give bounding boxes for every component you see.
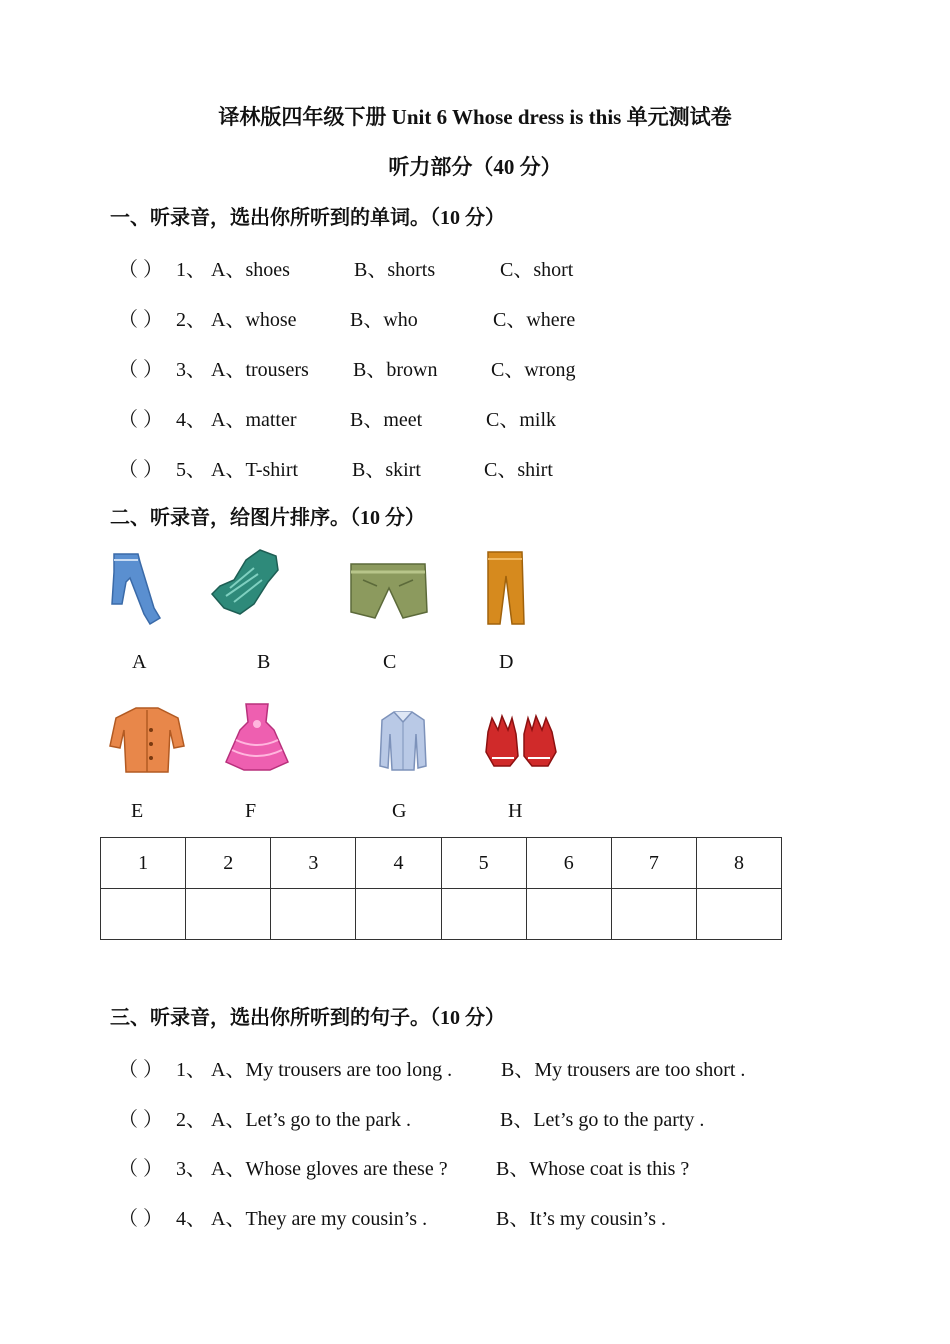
table-header-cell: 8 — [696, 838, 781, 889]
shirt-icon — [378, 710, 428, 772]
answer-cell[interactable] — [101, 889, 186, 940]
option-a: A、matter — [211, 409, 297, 431]
option-a: A、Whose gloves are these ? — [211, 1158, 448, 1180]
dress-icon — [220, 700, 294, 774]
table-header-cell: 2 — [186, 838, 271, 889]
option-b: B、skirt — [352, 459, 421, 481]
page-title: 译林版四年级下册 Unit 6 Whose dress is this 单元测试卷 — [218, 105, 732, 129]
answer-blank[interactable]: （ ） — [118, 1208, 163, 1230]
coat-icon — [108, 706, 186, 774]
sweater-icon — [210, 548, 282, 616]
answer-blank[interactable]: （ ） — [118, 259, 163, 281]
option-b: B、meet — [350, 409, 423, 431]
shorts-icon — [347, 560, 429, 624]
answer-cell[interactable] — [611, 889, 696, 940]
option-b: B、shorts — [354, 259, 436, 281]
option-b: B、who — [350, 309, 418, 331]
option-a: A、My trousers are too long . — [211, 1059, 453, 1081]
picture-label: G — [392, 800, 407, 822]
answer-cell[interactable] — [356, 889, 441, 940]
option-a: A、T-shirt — [211, 459, 299, 481]
answer-cell[interactable] — [696, 889, 781, 940]
option-c: C、shirt — [484, 459, 553, 481]
option-c: C、where — [493, 309, 576, 331]
answer-blank[interactable]: （ ） — [118, 359, 163, 381]
picture-label: A — [132, 651, 147, 673]
jeans-icon — [108, 552, 164, 626]
answer-cell[interactable] — [526, 889, 611, 940]
answer-blank[interactable]: （ ） — [118, 1109, 163, 1131]
table-header-cell: 4 — [356, 838, 441, 889]
answer-blank[interactable]: （ ） — [118, 1059, 163, 1081]
answer-blank[interactable]: （ ） — [118, 1158, 163, 1180]
answer-cell[interactable] — [271, 889, 356, 940]
option-a: A、Let’s go to the park . — [211, 1109, 411, 1131]
option-c: C、milk — [486, 409, 557, 431]
option-a: A、whose — [211, 309, 297, 331]
item-number: 2、 — [176, 1109, 206, 1131]
table-row — [101, 889, 782, 940]
item-number: 1、 — [176, 259, 206, 281]
option-b: B、Let’s go to the party . — [500, 1109, 705, 1131]
option-a: A、shoes — [211, 259, 290, 281]
table-row — [101, 838, 782, 889]
option-b: B、Whose coat is this ? — [496, 1158, 690, 1180]
option-b: B、My trousers are too short . — [501, 1059, 746, 1081]
answer-blank[interactable]: （ ） — [118, 409, 163, 431]
item-number: 2、 — [176, 309, 206, 331]
table-header-cell: 6 — [526, 838, 611, 889]
item-number: 3、 — [176, 1158, 206, 1180]
item-number: 4、 — [176, 409, 206, 431]
trousers-icon — [484, 550, 528, 626]
picture-label: H — [508, 800, 523, 822]
table-header-cell: 1 — [101, 838, 186, 889]
section-1-heading: 一、听录音，选出你所听到的单词。（10 分） — [110, 207, 505, 229]
option-c: C、short — [500, 259, 574, 281]
item-number: 5、 — [176, 459, 206, 481]
page-subtitle: 听力部分（40 分） — [388, 155, 562, 179]
option-c: C、wrong — [491, 359, 576, 381]
answer-cell[interactable] — [186, 889, 271, 940]
picture-label: D — [499, 651, 514, 673]
item-number: 4、 — [176, 1208, 206, 1230]
answer-cell[interactable] — [441, 889, 526, 940]
picture-label: B — [257, 651, 271, 673]
option-a: A、trousers — [211, 359, 309, 381]
item-number: 3、 — [176, 359, 206, 381]
table-header-cell: 3 — [271, 838, 356, 889]
item-number: 1、 — [176, 1059, 206, 1081]
table-header-cell: 7 — [611, 838, 696, 889]
option-b: B、brown — [353, 359, 438, 381]
option-a: A、They are my cousin’s . — [211, 1208, 428, 1230]
answer-blank[interactable]: （ ） — [118, 309, 163, 331]
section-2-heading: 二、听录音，给图片排序。（10 分） — [110, 507, 425, 529]
section-3-heading: 三、听录音，选出你所听到的句子。（10 分） — [110, 1007, 505, 1029]
option-b: B、It’s my cousin’s . — [496, 1208, 667, 1230]
picture-label: C — [383, 651, 397, 673]
answer-blank[interactable]: （ ） — [118, 459, 163, 481]
picture-label: F — [245, 800, 257, 822]
table-header-cell: 5 — [441, 838, 526, 889]
answer-table — [100, 837, 782, 940]
picture-label: E — [131, 800, 144, 822]
gloves-icon — [482, 712, 560, 770]
